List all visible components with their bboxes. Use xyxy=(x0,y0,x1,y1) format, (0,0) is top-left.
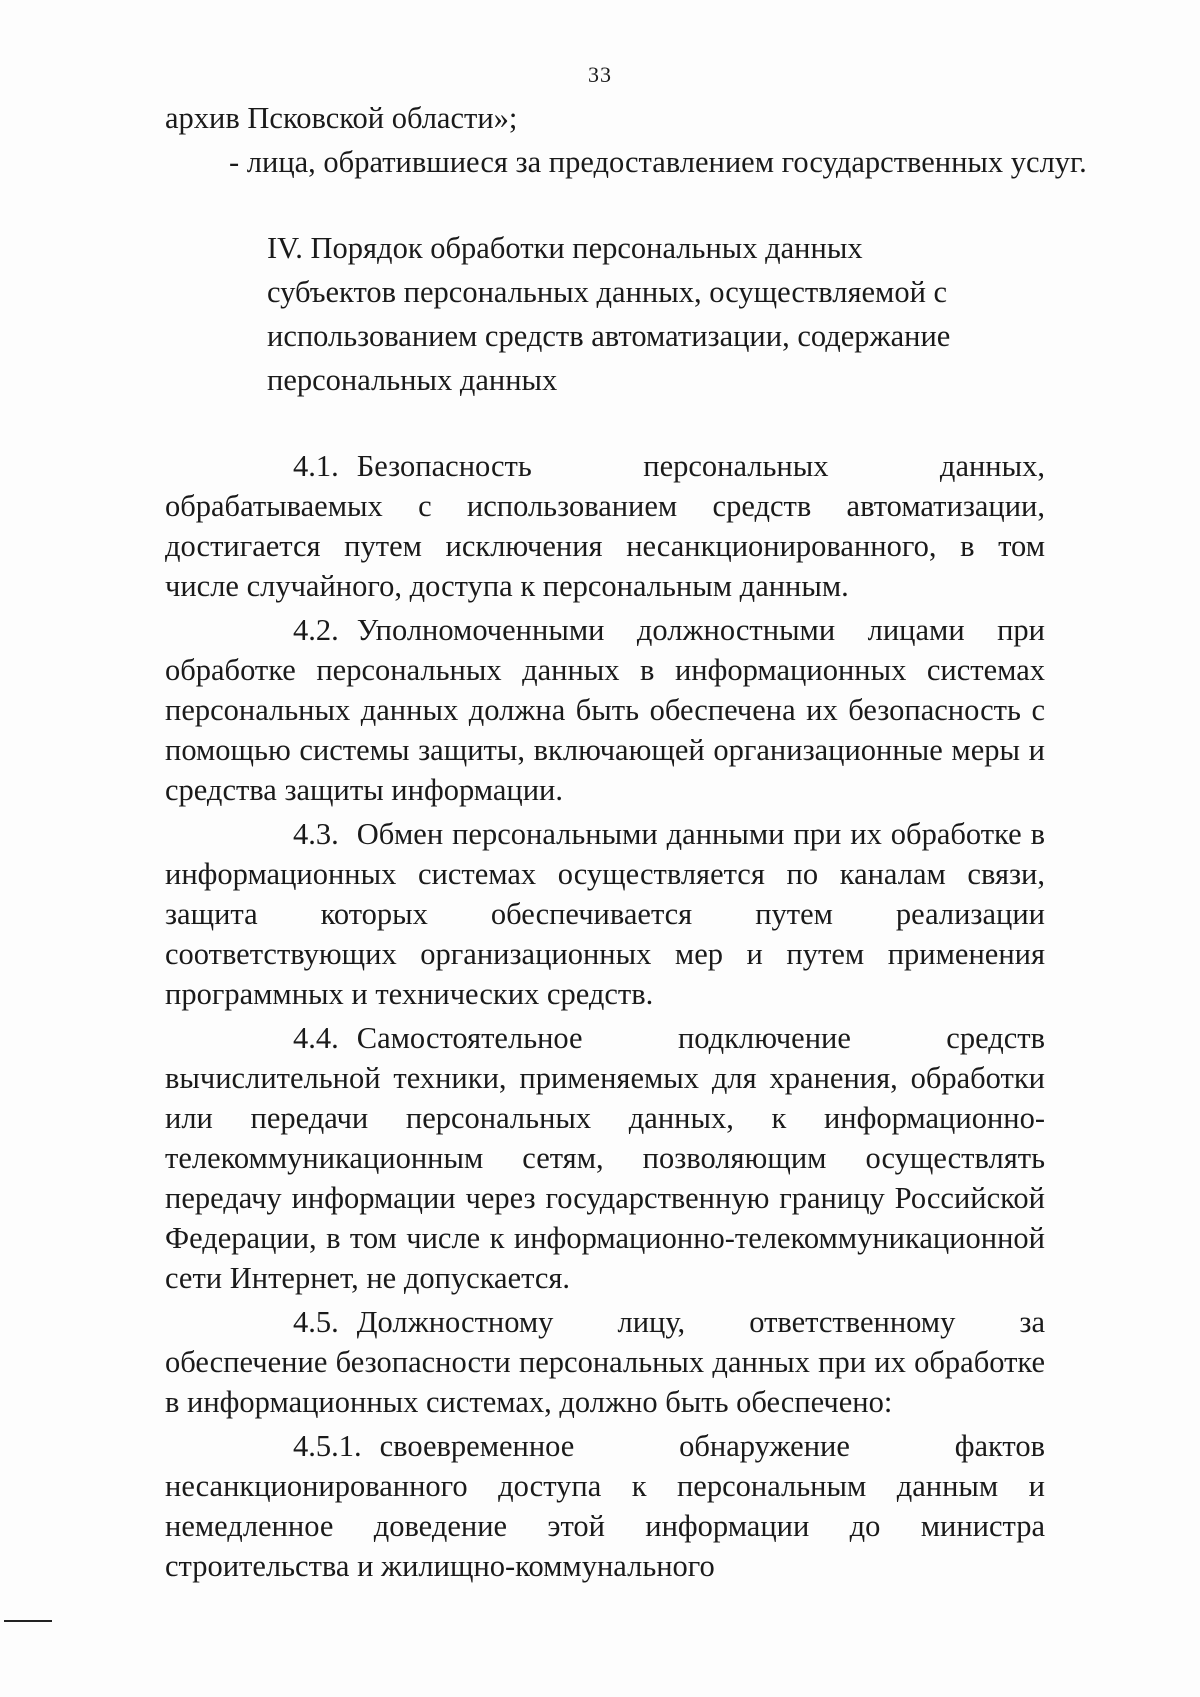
page-number: 33 xyxy=(588,62,612,87)
paragraph xyxy=(165,1018,1045,1298)
paragraph-number: 4.2. xyxy=(293,613,339,647)
paragraph-number: 4.1. xyxy=(293,449,339,483)
paragraph-number: 4.5.1. xyxy=(293,1429,362,1463)
paragraph-number: 4.3. xyxy=(293,817,339,851)
paragraph xyxy=(165,610,1045,810)
paragraph-text: Обмен персональными данными при их обработке в информационных системах осуществляется по каналам связи, защита которых обеспечивается путем реализации соответствующих организационных мер и путем применения программных и технических средств. xyxy=(165,817,1045,1011)
paragraph-text: Уполномоченными должностными лицами при обработке персональных данных в информационных системах персональных данных должна быть обеспечена их безопасность с помощью системы защиты, включающей организационные меры и средства защиты информации. xyxy=(165,613,1045,807)
paragraph-number: 4.5. xyxy=(293,1305,339,1339)
list-item: - лица, обратившиеся за предоставлением государственных услуг. xyxy=(229,145,1087,179)
paragraph-text: своевременное обнаружение фактов несанкционированного доступа к персональным данным и немедленное доведение этой информации до министра строительства и жилищно-коммунального xyxy=(165,1429,1045,1583)
paragraph xyxy=(165,446,1045,606)
continuation-text: архив Псковской области»; xyxy=(165,101,518,135)
paragraph-number: 4.4. xyxy=(293,1021,339,1055)
paragraph-text: Безопасность персональных данных, обрабатываемых с использованием средств автоматизации, достигается путем исключения несанкционированного, в том числе случайного, доступа к персональным данным. xyxy=(165,449,1045,603)
scan-margin-mark xyxy=(4,1620,52,1622)
document-body xyxy=(165,98,1087,1590)
paragraph xyxy=(165,1302,1045,1422)
paragraph-text: Должностному лицу, ответственному за обеспечение безопасности персональных данных при их обработке в информационных системах, должно быть обеспечено: xyxy=(165,1305,1045,1419)
paragraph-text: Самостоятельное подключение средств вычислительной техники, применяемых для хранения, обработки или передачи персональных данных, к информационно-телекоммуникационным сетям, позволяющим осуществлять передачу информации через государственную границу Российской Федерации, в том числе к информационно-телекоммуникационной сети Интернет, не допускается. xyxy=(165,1021,1045,1295)
section-heading: IV. Порядок обработки персональных данных субъектов персональных данных, осуществляемой с использованием средств автоматизации, содержание персональных данных xyxy=(267,231,951,397)
paragraph xyxy=(165,1426,1045,1586)
paragraph xyxy=(165,814,1045,1014)
